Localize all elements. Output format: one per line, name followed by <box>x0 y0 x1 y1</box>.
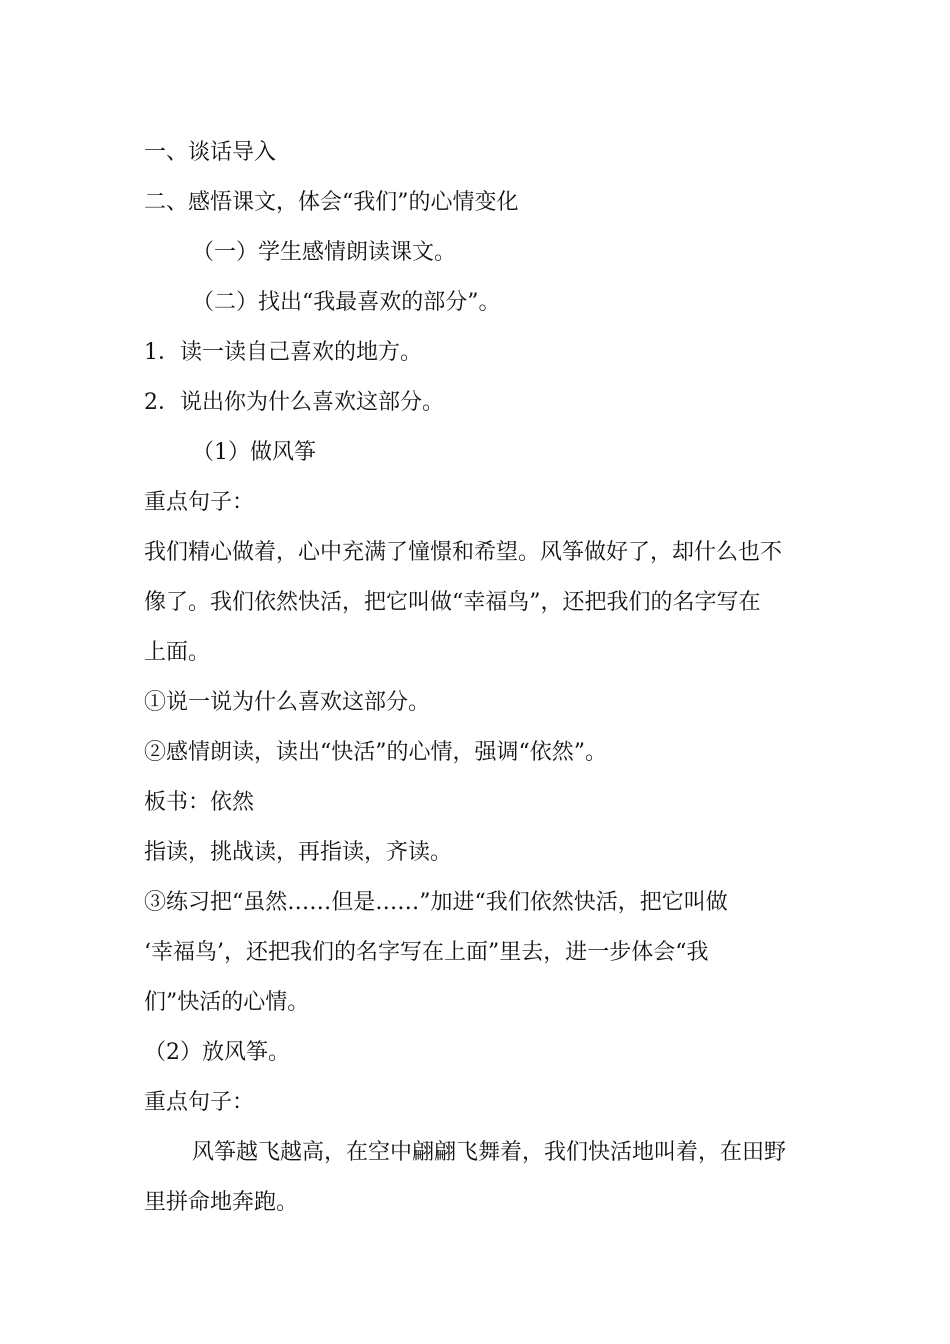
numbered-item-1: 1．读一读自己喜欢的地方。 <box>144 340 422 365</box>
circled-item-3a: ③练习把“虽然……但是……”加进“我们依然快活，把它叫做 <box>144 890 728 915</box>
key-sentence-label-1: 重点句子： <box>144 490 255 515</box>
key-sentence-label-2: 重点句子： <box>144 1090 255 1115</box>
document-body <box>144 128 810 1228</box>
key-sentence-text-2a: 风筝越飞越高，在空中翩翩飞舞着，我们快活地叫着，在田野 <box>192 1140 787 1165</box>
key-sentence-text-1a: 我们精心做着，心中充满了憧憬和希望。风筝做好了，却什么也不 <box>144 540 783 565</box>
key-sentence-text-1c: 上面。 <box>144 640 211 665</box>
key-sentence-text-1b: 像了。我们依然快活，把它叫做“幸福鸟”，还把我们的名字写在 <box>144 590 761 615</box>
section-heading-2: 二、感悟课文，体会“我们”的心情变化 <box>144 190 519 215</box>
circled-item-3b: ‘幸福鸟’，还把我们的名字写在上面”里去，进一步体会“我 <box>144 940 709 965</box>
blackboard-note: 板书：依然 <box>144 790 255 815</box>
circled-item-2: ②感情朗读，读出“快活”的心情，强调“依然”。 <box>144 740 607 765</box>
key-sentence-text-2b: 里拼命地奔跑。 <box>144 1190 299 1215</box>
numbered-item-2: 2．说出你为什么喜欢这部分。 <box>144 390 444 415</box>
part-heading-2: （2）放风筝。 <box>144 1040 290 1065</box>
subsection-heading-1: （一）学生感情朗读课文。 <box>192 240 457 265</box>
circled-item-3c: 们”快活的心情。 <box>144 990 310 1015</box>
circled-item-1: ①说一说为什么喜欢这部分。 <box>144 690 431 715</box>
subsection-heading-2: （二）找出“我最喜欢的部分”。 <box>192 290 501 315</box>
part-heading-1: （1）做风筝 <box>192 440 316 465</box>
reading-methods: 指读，挑战读，再指读，齐读。 <box>144 840 453 865</box>
section-heading-1: 一、谈话导入 <box>144 140 277 165</box>
